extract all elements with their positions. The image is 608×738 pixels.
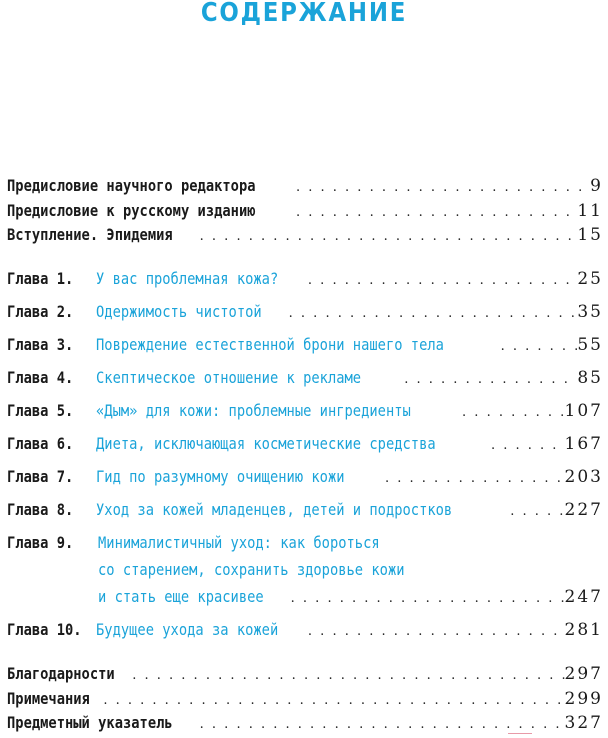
toc-entry-label: Предметный указатель [7,713,173,732]
toc-page-number: 281 [564,620,603,640]
dot-leader [200,224,578,250]
toc-page-number: 11 [577,201,603,221]
dot-leader [308,268,577,294]
chapter-number: Глава 2. [7,302,74,321]
toc-chapter-entry[interactable] [7,299,603,325]
toc-entry-label: Вступление. Эпидемия [7,225,173,244]
toc-page-number: 85 [577,368,603,388]
chapter-title: Уход за кожей младенцев, детей и подростков [96,500,453,519]
toc-chapter-entry[interactable] [7,398,603,424]
chapter-number: Глава 4. [7,368,74,387]
toc-page-number: 247 [564,587,603,607]
chapter-title-line: со старением, сохранить здоровье кожи [98,560,405,579]
toc-page-number: 297 [564,664,603,684]
chapter-title-line: Минималистичный уход: как бороться [98,533,380,552]
chapter-number: Глава 9. [7,533,74,552]
toc-page-number: 107 [564,401,603,421]
toc-page-number: 9 [590,176,603,196]
chapter-number: Глава 7. [7,467,74,486]
toc-page-number: 35 [577,302,603,322]
chapter-number: Глава 3. [7,335,74,354]
chapter-number: Глава 8. [7,500,74,519]
dot-leader [501,334,578,360]
toc-chapter-entry[interactable] [7,266,603,292]
toc-entry-label: Предисловие научного редактора [7,176,256,195]
toc-page-number: 15 [577,225,603,245]
toc-page-number: 227 [564,500,603,520]
chapter-title: Диета, исключающая косметические средства [96,434,436,453]
toc-entry[interactable] [7,661,603,687]
chapter-title: Одержимость чистотой [96,302,262,321]
toc-page-number: 55 [577,335,603,355]
chapter-number: Глава 5. [7,401,74,420]
chapter-number: Глава 10. [7,620,82,639]
toc-page-number: 167 [564,434,603,454]
page-title: СОДЕРЖАНИЕ [200,0,408,28]
toc-entry[interactable] [7,173,603,199]
dot-leader [291,586,565,612]
toc-chapter-entry[interactable] [7,332,603,358]
dot-leader [385,466,565,492]
toc-chapter-entry[interactable] [7,464,603,490]
toc-page-number: 25 [577,269,603,289]
dot-leader [462,400,565,426]
chapter-title: Скептическое отношение к рекламе [96,368,362,387]
toc-entry-label: Благодарности [7,664,115,683]
dot-leader [510,499,564,525]
chapter-title: Повреждение естественной брони нашего тела [96,335,444,354]
toc-page-number: 299 [564,689,603,709]
toc-chapter-entry[interactable] [7,530,603,610]
chapter-title: Гид по разумному очищению кожи [96,467,345,486]
toc-chapter-entry[interactable] [7,431,603,457]
chapter-number: Глава 1. [7,269,74,288]
toc-entry-label: Предисловие к русскому изданию [7,201,256,220]
toc-page-number: 203 [564,467,603,487]
toc-chapter-entry[interactable] [7,365,603,391]
toc-entry[interactable] [7,198,603,224]
chapter-number: Глава 6. [7,434,74,453]
dot-leader [404,367,577,393]
toc-entry-label: Примечания [7,689,90,708]
chapter-title: Будущее ухода за кожей [96,620,279,639]
dot-leader [308,619,565,645]
chapter-title: У вас проблемная кожа? [96,269,279,288]
dot-leader [289,301,578,327]
chapter-title-line: и стать еще красивее [98,587,264,606]
toc-chapter-entry[interactable] [7,617,603,643]
toc-entry[interactable] [7,686,603,712]
toc-entry[interactable] [7,222,603,248]
chapter-title: «Дым» для кожи: проблемные ингредиенты [96,401,411,420]
dot-leader [491,433,565,459]
toc-page-number: 327 [564,713,603,733]
toc-chapter-entry[interactable] [7,497,603,523]
